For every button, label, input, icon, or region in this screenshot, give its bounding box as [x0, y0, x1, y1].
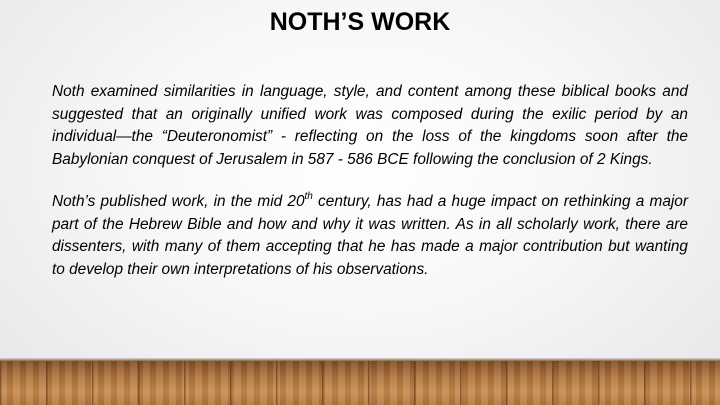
paragraph-2-end: century, has had a huge impact on rethinking a major part of the Hebrew Bible and how and why it was written. As in all scholarly work, there are dissenters, with many of them accepting that he has made a major contribution but wanting to develop their own interpretations of his observations. [52, 193, 688, 278]
slide-body [52, 81, 688, 281]
paragraph-2 [52, 191, 688, 281]
wood-floor-decoration [0, 361, 720, 405]
paragraph-2-start: Noth’s published work, in the mid 20 [52, 193, 305, 210]
paragraph-1: Noth examined similarities in language, style, and content among these biblical books and suggested that an originally unified work was composed during the exilic period by an individual—the “Deuteronomist” - reflecting on the loss of the kingdoms soon after the Babylonian conquest of Jerusalem in 587 - 586 BCE following the conclusion of 2 Kings. [52, 83, 688, 168]
slide-title: NOTH’S WORK [269, 8, 451, 36]
ordinal-superscript: th [304, 190, 313, 202]
